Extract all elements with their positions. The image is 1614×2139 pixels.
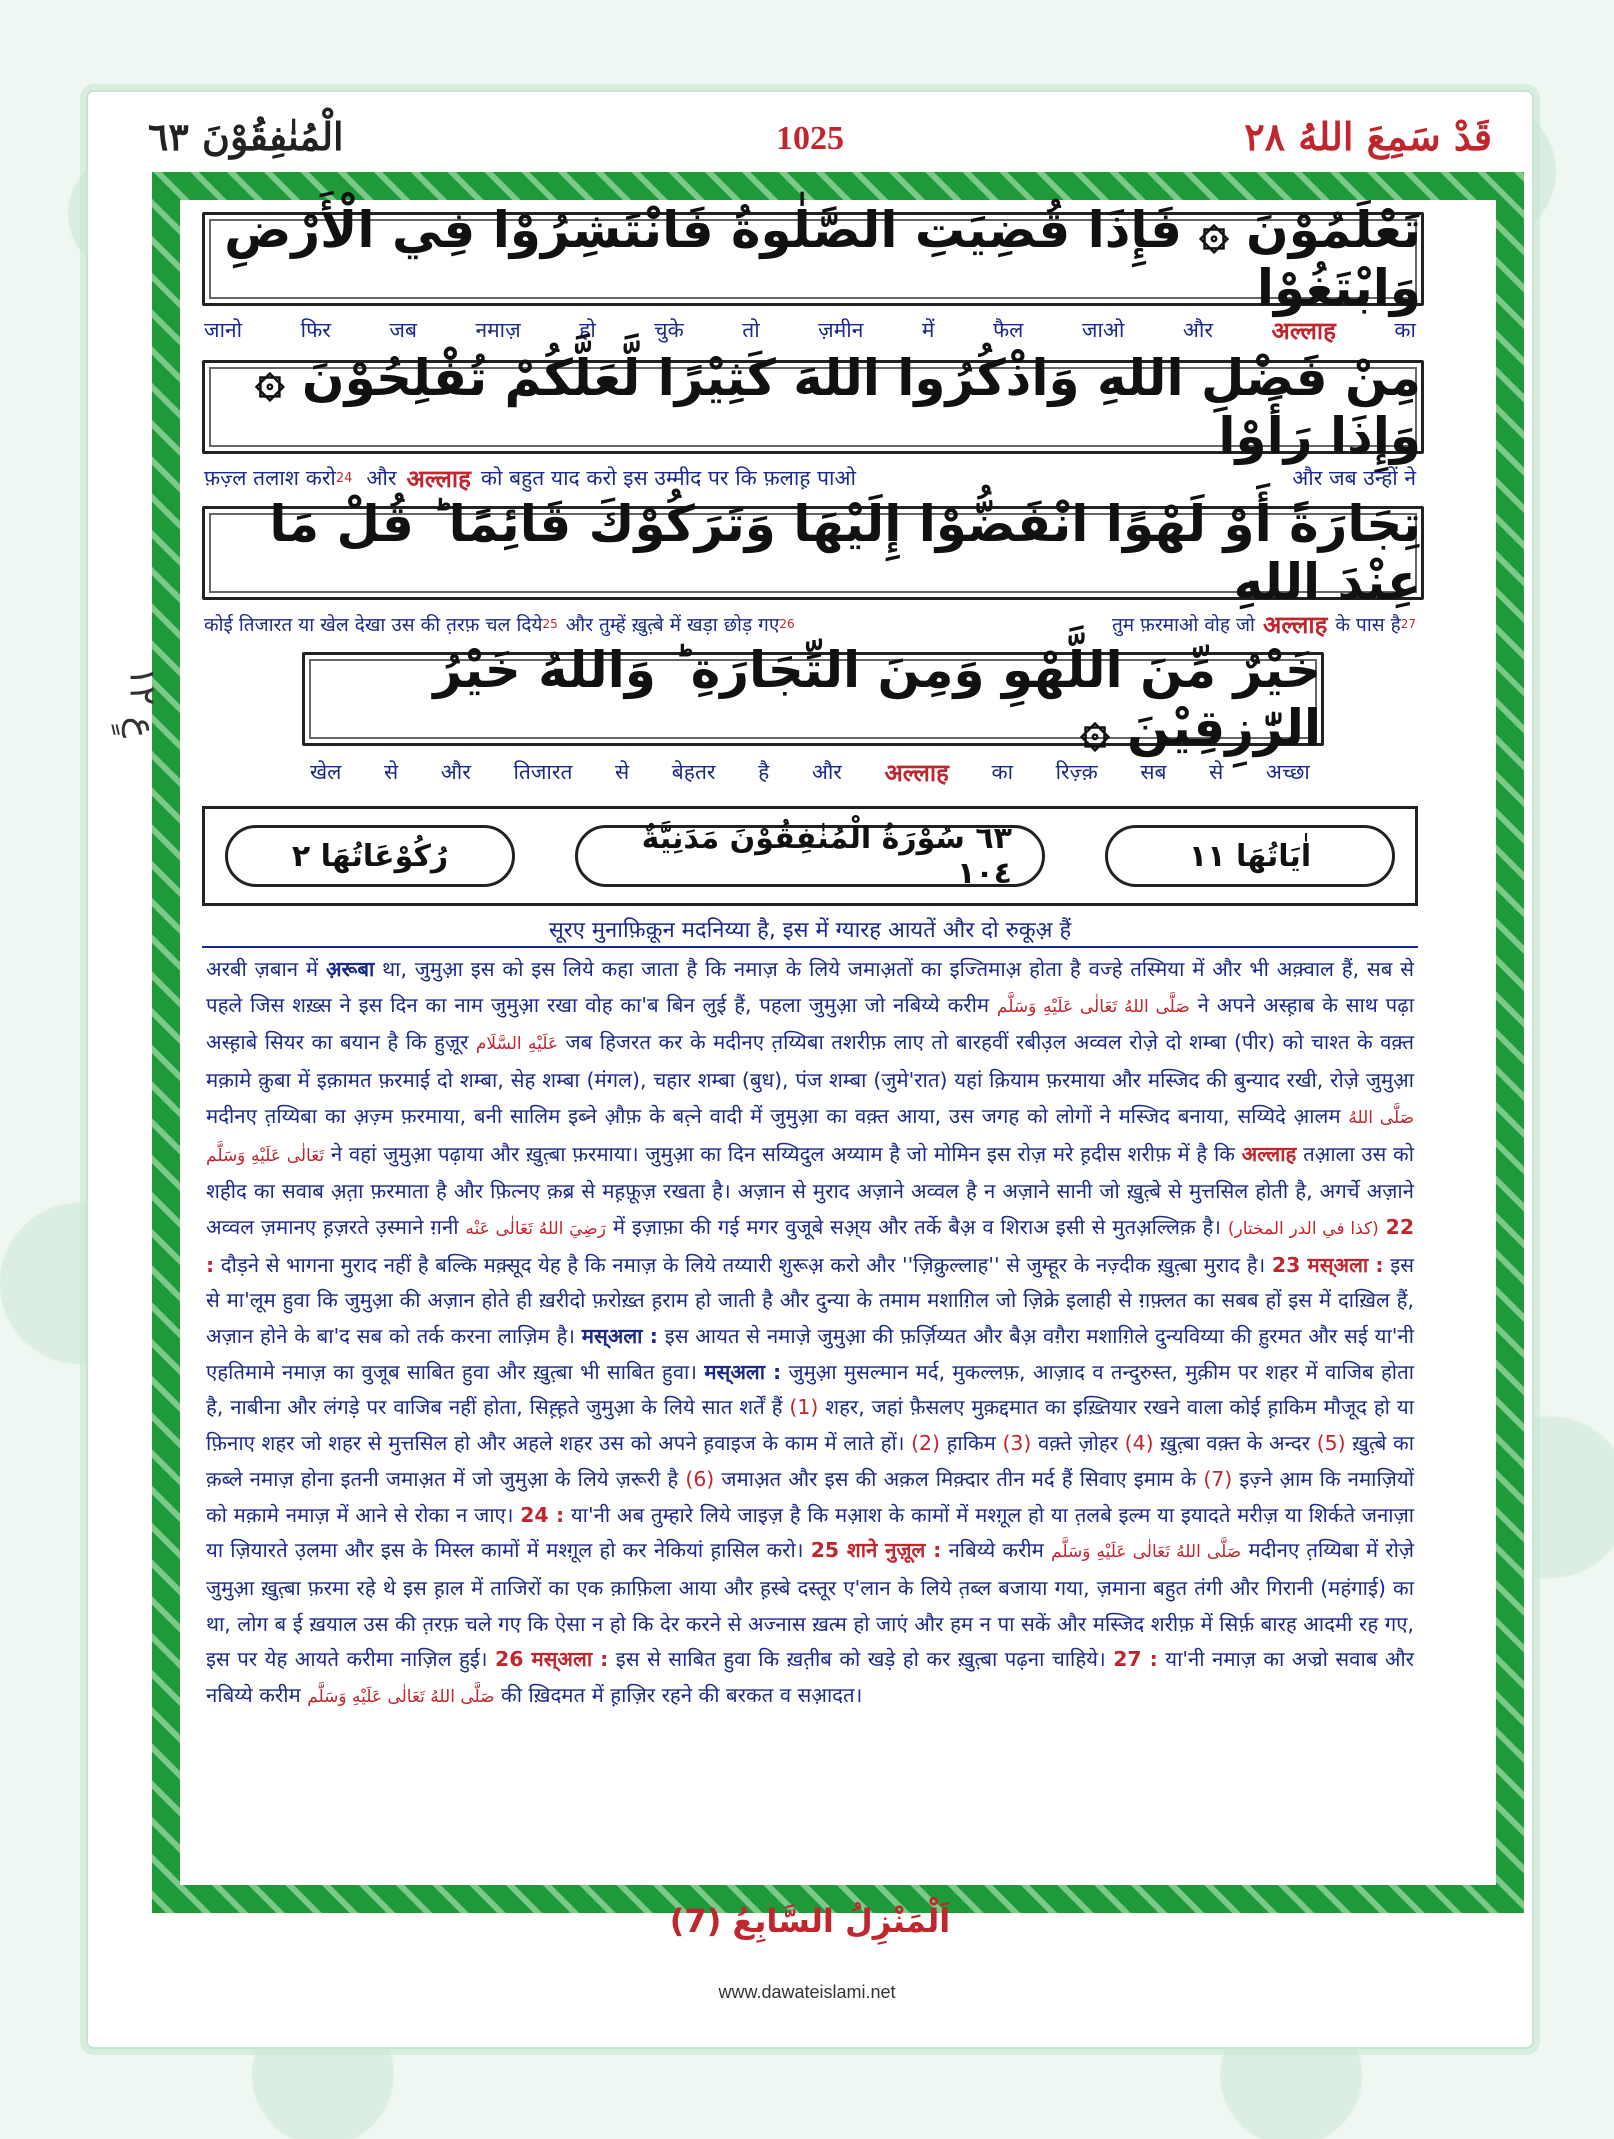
- word: फिर: [300, 318, 331, 342]
- ayah-line-2: مِنْ فَضْلِ اللهِ وَاذْكُرُوا اللهَ كَثِيْرًا لَّعَلَّكُمْ تُفْلِحُوْنَ ۞ وَإِذَا رَأَوْا: [202, 360, 1424, 454]
- ayah-line-1: تَعْلَمُوْنَ ۞ فَإِذَا قُضِيَتِ الصَّلٰوةُ فَانْتَشِرُوْا فِي الْأَرْضِ وَابْتَغُوْا: [202, 212, 1424, 306]
- word: नमाज़: [475, 318, 521, 342]
- translation-line-4: [310, 752, 1310, 792]
- translation-line-2: [204, 458, 1416, 498]
- allah-word: अल्लाह: [1262, 610, 1328, 639]
- surah-header-box: [202, 806, 1418, 906]
- intro-divider: [202, 946, 1418, 948]
- word: से: [1209, 760, 1224, 784]
- ruku-count-cartouche: رُكُوْعَاتُهَا ٢: [225, 825, 515, 887]
- footnote-ref: 27: [1400, 617, 1416, 631]
- word: तो: [742, 318, 760, 342]
- word: चुके: [654, 318, 684, 342]
- word: ज़मीन: [818, 318, 864, 342]
- allah-word: अल्लाह: [1271, 316, 1336, 345]
- footnote-ref: 25: [542, 617, 558, 631]
- word: अच्छा: [1265, 760, 1310, 784]
- ayah-line-3: تِجَارَةً أَوْ لَهْوًا انْفَضُّوْا إِلَيْهَا وَتَرَكُوْكَ قَائِمًا ؕ قُلْ مَا عِنْدَ اللهِ: [202, 506, 1424, 600]
- ayah-line-4: خَيْرٌ مِّنَ اللَّهْوِ وَمِنَ التِّجَارَةِ ؕ وَاللهُ خَيْرُ الرّٰزِقِيْنَ ۞: [302, 652, 1324, 746]
- word: खेल: [310, 760, 342, 784]
- footnote-ref: 24: [335, 470, 353, 486]
- word: तिजारत: [513, 760, 573, 784]
- website-url: www.dawateislami.net: [718, 1982, 896, 2002]
- manzil-footer: [88, 1902, 1532, 1940]
- page-number: 1025: [776, 120, 844, 157]
- word: का: [991, 760, 1014, 784]
- allah-word: अल्लाह: [406, 464, 471, 493]
- juz-name-header: قَدْ سَمِعَ اللهُ ٢٨: [1244, 114, 1492, 159]
- ruku-side-mark: عٍ ١٢: [121, 666, 163, 739]
- manzil-label: اَلْمَنْزِلُ السَّابِعُ (7): [669, 1902, 951, 1940]
- word: और: [1182, 318, 1213, 342]
- word: और: [440, 760, 471, 784]
- surah-intro: सूरए मुनाफ़िक़ून मदनिय्या है, इस में ग्यारह आयतें और दो रुकूअ़ हैं: [548, 918, 1072, 943]
- word: का: [1394, 318, 1416, 342]
- word: और: [811, 760, 842, 784]
- trans-segment: और तुम्हें ख़ुत़्बे में खड़ा छोड़ गए: [565, 614, 780, 636]
- footnote-ref: 26: [779, 617, 795, 631]
- word: से: [615, 760, 630, 784]
- trans-segment: और जब उन्हों ने: [1292, 466, 1416, 490]
- word: से: [384, 760, 399, 784]
- translation-line-1: [204, 310, 1416, 350]
- word: जब: [389, 318, 417, 342]
- word: सब: [1140, 760, 1167, 784]
- trans-segment: तुम फ़रमाओ वोह जो: [1111, 614, 1255, 636]
- allah-word: अल्लाह: [884, 758, 949, 787]
- surah-name-header: الْمُنٰفِقُوْنَ ٦٣: [148, 114, 344, 159]
- word: रिज़्क़: [1055, 760, 1098, 784]
- word: में: [921, 318, 935, 342]
- ayat-count-cartouche: اٰيَاتُهَا ١١: [1105, 825, 1395, 887]
- surah-title-cartouche: ٦٣ سُوْرَةُ الْمُنٰفِقُوْنَ مَدَنِيَّةٌ ١٠٤: [575, 825, 1045, 887]
- trans-segment: फ़ज़्ल तलाश करो: [204, 466, 336, 490]
- word: जाओ: [1081, 318, 1125, 342]
- word: हो: [579, 318, 596, 342]
- page: [86, 90, 1534, 2049]
- content-area: [180, 200, 1440, 1829]
- word: है: [758, 760, 770, 784]
- word: बेहतर: [671, 760, 716, 784]
- translation-line-3: [204, 604, 1416, 644]
- trans-segment: और: [366, 466, 397, 490]
- trans-segment: के पास है: [1335, 614, 1401, 636]
- word: जानो: [204, 318, 243, 342]
- word: फैल: [992, 318, 1024, 342]
- trans-segment: को बहुत याद करो इस उम्मीद पर कि फ़लाह़ पाओ: [480, 466, 856, 490]
- commentary-text: अरबी ज़बान में अ़रूबा था, जुमुआ़ इस को इस लिये कहा जाता है कि नमाज़ के लिये जमाअ़तों का इज्तिमाअ़ होता है वज्हे तस्मिया में और भी अक़्वाल हैं, सब से पहले जिस शख़्स ने इस दिन का नाम जुमुआ़ रखा वोह का'ब बिन लुई हैं, पहला जुमुआ़ जो नबिय्ये करीम صَلَّى اللهُ تَعَالٰى عَلَيْهِ وَسَلَّم ने अपने अस्ह़ाब के साथ पढ़ा अस्ह़ाबे सियर का बयान है कि हुज़ूर عَلَيْهِ السَّلَام जब हिजरत कर के मदीनए त़य्यिबा तशरीफ़ लाए तो बारहवीं रबीउ़ल अव्वल रोज़े दो शम्बा (पीर) को चाश्त के वक़्त मक़ामे क़ुबा में इक़ामत फ़रमाई दो शम्बा, सेह शम्बा (मंगल), चहार शम्बा (बुध), पंज शम्बा (जुमे'रात) यहां क़ियाम फ़रमाया और मस्जिद की बुन्याद रखी, रोज़े जुमुआ़ मदीनए त़य्यिबा का अ़ज़्म फ़रमाया, बनी सालिम इब्ने औ़फ़ के बत़्ने वादी में जुमुआ़ का वक़्त आया, उस जगह को लोगों ने मस्जिद बनाया, सय्यिदे आ़लम صَلَّى اللهُ تَعَالٰى عَلَيْهِ وَسَلَّم ने वहां जुमुआ़ पढ़ाया और ख़ुत़्बा फ़रमाया। जुमुआ़ का दिन सय्यिदुल अय्याम है जो मोमिन इस रोज़ मरे ह़दीस शरीफ़ में है कि अल्लाह तआ़ला उस को शहीद का सवाब अ़त़ा फ़रमाता है और फ़ित्नए क़ब्र से मह़फ़ूज़ रखता है। अज़ान से मुराद अज़ाने अव्वल है न अज़ाने सानी जो ख़ुत़्बे से मुत्तसिल होती है, अगर्चे अज़ाने अव्वल ज़मानए ह़ज़रते उ़स्माने ग़नी رَضِيَ اللهُ تَعَالٰى عَنْه में इज़ाफ़ा की गई मगर वुजूबे सअ़्य और तर्के बैअ़ व शिराअ इसी से मुतअ़ल्लिक़ है। (كذا في الدر المختار) 22 : दौड़ने से भागना मुराद नहीं है बल्कि मक़्सूद येह है कि नमाज़ के लिये तय्यारी शुरूअ़ करो और ''ज़िक्रुल्लाह'' से जुम्हूर के नज़्दीक ख़ुत़्बा मुराद है। 23 मस्अला : इस से मा'लूम हुवा कि जुमुआ़ की अज़ान होते ही ख़रीदो फ़रोख़्त ह़राम हो जाती है और दुन्या के तमाम मशाग़िल जो ज़िक्रे इलाही से ग़फ़्लत का सबब हों इस में दाख़िल हैं, अज़ान होने के बा'द सब को तर्क करना लाज़िम है। मस्अला : इस आयत से नमाज़े जुमुआ़ की फ़र्ज़िय्यत और बैअ़ वग़ैरा मशाग़िले दुन्यविय्या की ह़ुरमत और सई या'नी एहतिमामे नमाज़ का वुजूब साबित हुवा और ख़ुत़्बा भी साबित हुवा। मस्अला : जुमुआ़ मुसल्मान मर्द, मुकल्लफ़, आज़ाद व तन्दुरुस्त, मुक़ीम पर शहर में वाजिब होता है, नाबीना और लंगड़े पर वाजिब नहीं होता, सिह़्ह़ते जुमुआ़ के लिये सात शर्तें हैं (1) शहर, जहां फ़ैसलए मुक़द्दमात का इख़्तियार रखने वाला कोई ह़ाकिम मौजूद हो या फ़िनाए शहर जो शहर से मुत्तसिल हो और अहले शहर उस को अपने ह़वाइज के काम में लाते हों। (2) ह़ाकिम (3) वक़्ते ज़ोहर (4) ख़ुत़्बा वक़्त के अन्दर (5) ख़ुत़्बे का क़ब्ले नमाज़ होना इतनी जमाअ़त में जो जुमुआ़ के लिये ज़रूरी है (6) जमाअ़त और इस की अक़ल मिक़्दार तीन मर्द हैं सिवाए इमाम के (7) इज़्ने आ़म कि नमाज़ियों को मक़ामे नमाज़ में आने से रोका न जाए। 24 : या'नी अब तुम्हारे लिये जाइज़ है कि मआ़श के कामों में मश्ग़ूल हो या त़लबे इल्म या इयादते मरीज़ या शिर्कते जनाज़ा या ज़ियारते उ़लमा और इस के मिस्ल कामों में मश्ग़ूल हो कर नेकियां ह़ासिल करो। 25 शाने नुज़ूल : नबिय्ये करीम صَلَّى اللهُ تَعَالٰى عَلَيْهِ وَسَلَّم मदीनए त़य्यिबा में रोज़े जुमुआ़ ख़ुत़्बा फ़रमा रहे थे इस ह़ाल में ताजिरों का एक क़ाफ़िला आया और ह़स्बे दस्तूर ए'लान के लिये त़ब्ल बजाया गया, ज़माना बहुत तंगी और गिरानी (महंगाई) का था, लोग ब ई ख़याल उस की त़रफ़ चले गए कि ऐसा न हो कि देर करने से अज्नास ख़त्म हो जाएं और हम न पा सकें और मस्जिद शरीफ़ में सिर्फ़ बारह आदमी रह गए, इस पर येह आयते करीमा नाज़िल हुई। 26 मस्अला : इस से साबित हुवा कि ख़त़ीब को खड़े हो कर ख़ुत़्बा पढ़ना चाहिये। 27 : या'नी नमाज़ का अज्रो सवाब और नबिय्ये करीम صَلَّى اللهُ تَعَالٰى عَلَيْهِ وَسَلَّم की ख़िदमत में ह़ाज़िर रहने की बरकत व सआ़दत।: [206, 957, 1415, 1708]
- trans-segment: कोई तिजारत या खेल देखा उस की त़रफ़ चल दिये: [204, 614, 543, 636]
